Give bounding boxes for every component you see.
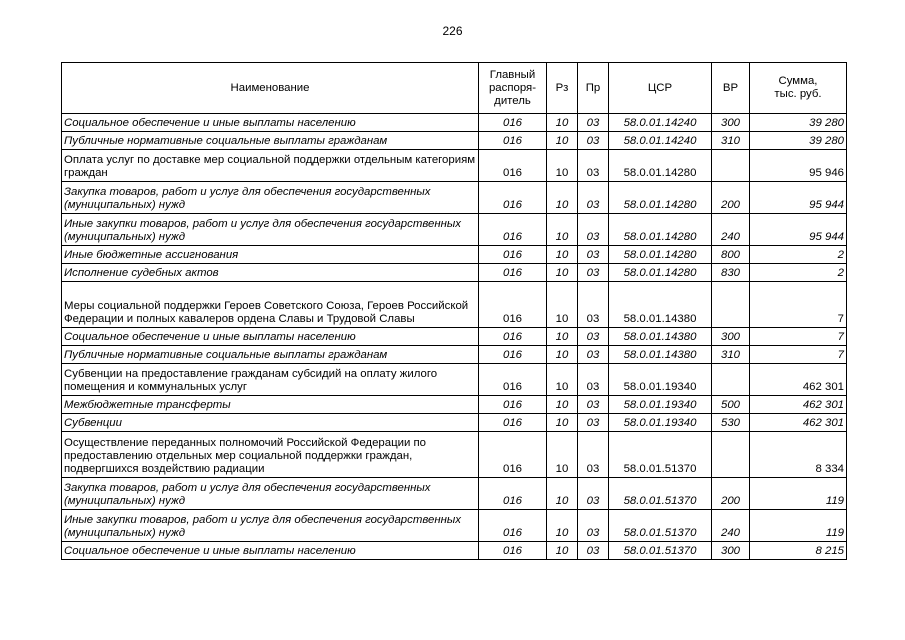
row-csr: 58.0.01.14240 bbox=[609, 114, 712, 132]
row-rz: 10 bbox=[547, 182, 578, 214]
row-glavny: 016 bbox=[479, 346, 547, 364]
row-sum: 2 bbox=[750, 264, 847, 282]
header-row bbox=[62, 63, 847, 114]
row-vr: 800 bbox=[712, 246, 750, 264]
row-name: Публичные нормативные социальные выплаты гражданам bbox=[62, 346, 479, 364]
row-vr: 200 bbox=[712, 478, 750, 510]
row-rz: 10 bbox=[547, 364, 578, 396]
row-pr: 03 bbox=[578, 364, 609, 396]
row-rz: 10 bbox=[547, 542, 578, 560]
row-pr: 03 bbox=[578, 214, 609, 246]
table-row bbox=[62, 346, 847, 364]
row-pr: 03 bbox=[578, 510, 609, 542]
table-row bbox=[62, 132, 847, 150]
table-row bbox=[62, 246, 847, 264]
page-number: 226 bbox=[442, 24, 463, 38]
row-vr: 830 bbox=[712, 264, 750, 282]
row-name: Осуществление переданных полномочий Российской Федерации по предоставлению отдельных мер социальной поддержки граждан, подвергшихся воздействию радиации bbox=[62, 432, 479, 478]
row-pr: 03 bbox=[578, 432, 609, 478]
table-row bbox=[62, 182, 847, 214]
row-rz: 10 bbox=[547, 346, 578, 364]
row-csr: 58.0.01.19340 bbox=[609, 364, 712, 396]
row-csr: 58.0.01.19340 bbox=[609, 396, 712, 414]
row-sum: 95 946 bbox=[750, 150, 847, 182]
row-vr bbox=[712, 432, 750, 478]
row-vr: 300 bbox=[712, 114, 750, 132]
row-glavny: 016 bbox=[479, 510, 547, 542]
header-name: Наименование bbox=[62, 63, 479, 114]
row-vr: 240 bbox=[712, 214, 750, 246]
row-csr: 58.0.01.14280 bbox=[609, 264, 712, 282]
row-sum: 95 944 bbox=[750, 214, 847, 246]
row-glavny: 016 bbox=[479, 114, 547, 132]
row-vr bbox=[712, 364, 750, 396]
row-sum: 7 bbox=[750, 282, 847, 328]
row-pr: 03 bbox=[578, 414, 609, 432]
row-glavny: 016 bbox=[479, 328, 547, 346]
header-summa bbox=[750, 63, 847, 114]
row-name: Социальное обеспечение и иные выплаты населению bbox=[62, 114, 479, 132]
header-glavny-line2: распоря- bbox=[488, 81, 537, 94]
header-summa-line2: тыс. руб. bbox=[774, 88, 822, 100]
row-glavny: 016 bbox=[479, 364, 547, 396]
row-name: Социальное обеспечение и иные выплаты населению bbox=[62, 328, 479, 346]
row-rz: 10 bbox=[547, 478, 578, 510]
header-glavny-line1: Главный bbox=[489, 68, 536, 81]
header-glavny-rasporyaditel bbox=[479, 63, 547, 114]
row-rz: 10 bbox=[547, 150, 578, 182]
table-row bbox=[62, 364, 847, 396]
row-csr: 58.0.01.14380 bbox=[609, 282, 712, 328]
row-sum: 8 215 bbox=[750, 542, 847, 560]
row-rz: 10 bbox=[547, 328, 578, 346]
row-csr: 58.0.01.14280 bbox=[609, 182, 712, 214]
row-pr: 03 bbox=[578, 478, 609, 510]
table-row bbox=[62, 264, 847, 282]
row-glavny: 016 bbox=[479, 396, 547, 414]
row-rz: 10 bbox=[547, 282, 578, 328]
row-glavny: 016 bbox=[479, 214, 547, 246]
row-pr: 03 bbox=[578, 542, 609, 560]
row-pr: 03 bbox=[578, 114, 609, 132]
row-glavny: 016 bbox=[479, 432, 547, 478]
row-pr: 03 bbox=[578, 396, 609, 414]
header-rz: Рз bbox=[547, 63, 578, 114]
row-rz: 10 bbox=[547, 114, 578, 132]
table-row bbox=[62, 542, 847, 560]
row-vr: 310 bbox=[712, 132, 750, 150]
table-row bbox=[62, 114, 847, 132]
row-sum: 39 280 bbox=[750, 114, 847, 132]
row-csr: 58.0.01.19340 bbox=[609, 414, 712, 432]
row-sum: 462 301 bbox=[750, 364, 847, 396]
row-csr: 58.0.01.14280 bbox=[609, 246, 712, 264]
row-name: Субвенции bbox=[62, 414, 479, 432]
row-sum: 7 bbox=[750, 328, 847, 346]
row-name: Субвенции на предоставление гражданам субсидий на оплату жилого помещения и коммунальных услуг bbox=[62, 364, 479, 396]
row-pr: 03 bbox=[578, 182, 609, 214]
row-vr bbox=[712, 282, 750, 328]
row-csr: 58.0.01.51370 bbox=[609, 432, 712, 478]
row-csr: 58.0.01.51370 bbox=[609, 542, 712, 560]
row-name: Закупка товаров, работ и услуг для обеспечения государственных (муниципальных) нужд bbox=[62, 478, 479, 510]
row-vr bbox=[712, 150, 750, 182]
row-name: Социальное обеспечение и иные выплаты населению bbox=[62, 542, 479, 560]
row-pr: 03 bbox=[578, 150, 609, 182]
header-glavny-line3: дитель bbox=[494, 94, 531, 107]
row-glavny: 016 bbox=[479, 414, 547, 432]
row-sum: 119 bbox=[750, 478, 847, 510]
row-pr: 03 bbox=[578, 346, 609, 364]
row-name: Иные бюджетные ассигнования bbox=[62, 246, 479, 264]
row-sum: 39 280 bbox=[750, 132, 847, 150]
row-glavny: 016 bbox=[479, 182, 547, 214]
row-name: Иные закупки товаров, работ и услуг для обеспечения государственных (муниципальных) нужд bbox=[62, 214, 479, 246]
header-vr: ВР bbox=[712, 63, 750, 114]
row-csr: 58.0.01.51370 bbox=[609, 510, 712, 542]
row-name: Иные закупки товаров, работ и услуг для обеспечения государственных (муниципальных) нужд bbox=[62, 510, 479, 542]
row-sum: 8 334 bbox=[750, 432, 847, 478]
row-rz: 10 bbox=[547, 432, 578, 478]
row-rz: 10 bbox=[547, 414, 578, 432]
table-row bbox=[62, 282, 847, 328]
table-row bbox=[62, 396, 847, 414]
row-vr: 300 bbox=[712, 328, 750, 346]
row-csr: 58.0.01.14240 bbox=[609, 132, 712, 150]
row-csr: 58.0.01.14380 bbox=[609, 328, 712, 346]
row-name: Закупка товаров, работ и услуг для обеспечения государственных (муниципальных) нужд bbox=[62, 182, 479, 214]
row-vr: 310 bbox=[712, 346, 750, 364]
row-vr: 200 bbox=[712, 182, 750, 214]
row-rz: 10 bbox=[547, 132, 578, 150]
row-glavny: 016 bbox=[479, 282, 547, 328]
row-vr: 240 bbox=[712, 510, 750, 542]
row-sum: 7 bbox=[750, 346, 847, 364]
row-name: Межбюджетные трансферты bbox=[62, 396, 479, 414]
table-row bbox=[62, 150, 847, 182]
row-name: Исполнение судебных актов bbox=[62, 264, 479, 282]
row-glavny: 016 bbox=[479, 542, 547, 560]
row-pr: 03 bbox=[578, 132, 609, 150]
table-body bbox=[62, 114, 847, 560]
row-csr: 58.0.01.14280 bbox=[609, 150, 712, 182]
table-row bbox=[62, 510, 847, 542]
row-rz: 10 bbox=[547, 264, 578, 282]
row-pr: 03 bbox=[578, 246, 609, 264]
row-pr: 03 bbox=[578, 264, 609, 282]
row-sum: 2 bbox=[750, 246, 847, 264]
row-rz: 10 bbox=[547, 214, 578, 246]
table-row bbox=[62, 432, 847, 478]
row-glavny: 016 bbox=[479, 150, 547, 182]
budget-table bbox=[61, 62, 847, 560]
row-sum: 95 944 bbox=[750, 182, 847, 214]
row-name: Меры социальной поддержки Героев Советского Союза, Героев Российской Федерации и полных кавалеров ордена Славы и Трудовой Славы bbox=[62, 282, 479, 328]
row-glavny: 016 bbox=[479, 132, 547, 150]
table-row bbox=[62, 478, 847, 510]
row-rz: 10 bbox=[547, 396, 578, 414]
row-csr: 58.0.01.14280 bbox=[609, 214, 712, 246]
row-pr: 03 bbox=[578, 328, 609, 346]
row-glavny: 016 bbox=[479, 264, 547, 282]
header-summa-line1: Сумма, bbox=[778, 75, 818, 87]
row-sum: 462 301 bbox=[750, 414, 847, 432]
row-sum: 119 bbox=[750, 510, 847, 542]
table-row bbox=[62, 214, 847, 246]
row-vr: 500 bbox=[712, 396, 750, 414]
table-row bbox=[62, 414, 847, 432]
row-name: Публичные нормативные социальные выплаты гражданам bbox=[62, 132, 479, 150]
header-pr: Пр bbox=[578, 63, 609, 114]
row-csr: 58.0.01.51370 bbox=[609, 478, 712, 510]
header-csr: ЦСР bbox=[609, 63, 712, 114]
row-sum: 462 301 bbox=[750, 396, 847, 414]
table-row bbox=[62, 328, 847, 346]
row-rz: 10 bbox=[547, 246, 578, 264]
row-glavny: 016 bbox=[479, 246, 547, 264]
row-rz: 10 bbox=[547, 510, 578, 542]
row-pr: 03 bbox=[578, 282, 609, 328]
row-glavny: 016 bbox=[479, 478, 547, 510]
row-vr: 300 bbox=[712, 542, 750, 560]
row-vr: 530 bbox=[712, 414, 750, 432]
row-csr: 58.0.01.14380 bbox=[609, 346, 712, 364]
row-name: Оплата услуг по доставке мер социальной поддержки отдельным категориям граждан bbox=[62, 150, 479, 182]
